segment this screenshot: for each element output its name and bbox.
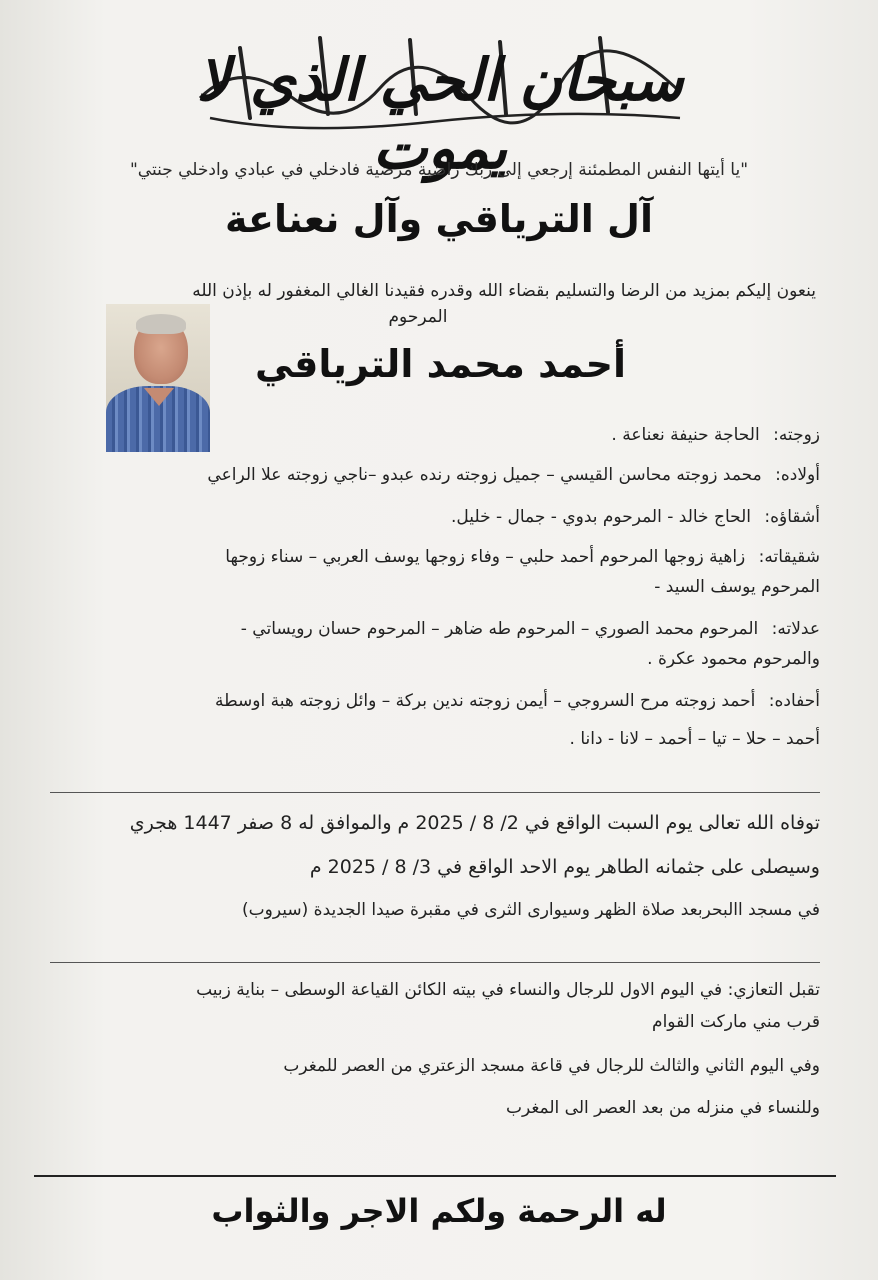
divider bbox=[50, 792, 820, 793]
grandchildren-text2: أحمد – حلا – تيا – أحمد – لانا - دانا . bbox=[569, 729, 820, 749]
relatives-brothers bbox=[50, 502, 820, 532]
relatives-sisters bbox=[50, 542, 820, 602]
condolences-line3: وفي اليوم الثاني والثالث للرجال في قاعة مسجد الزعتري من العصر للمغرب bbox=[283, 1056, 820, 1076]
sisters-label: شقيقاته: bbox=[758, 547, 820, 567]
brothers-label: أشقاؤه: bbox=[764, 507, 820, 527]
relatives-wife bbox=[50, 420, 820, 450]
closing-text: له الرحمة ولكم الاجر والثواب bbox=[211, 1192, 667, 1230]
grandchildren-text: أحمد زوجته مرح السروجي – أيمن زوجته ندين بركة – وائل زوجته هبة اوسطة bbox=[214, 691, 756, 711]
wife-label: زوجته: bbox=[773, 425, 820, 445]
families-title: آل الترياقي وآل نعناعة bbox=[224, 197, 654, 241]
relatives-in-laws bbox=[50, 614, 820, 674]
condolences-line1: تقبل التعازي: في اليوم الاول للرجال والنساء في بيته الكائن القياعة الوسطى – بناية زبيب bbox=[196, 980, 820, 1000]
sisters-text2: المرحوم يوسف السيد - bbox=[654, 577, 820, 597]
divider bbox=[50, 962, 820, 963]
prayer-info: وسيصلى على جثمانه الطاهر يوم الاحد الواقع في 3/ 8 / 2025 م bbox=[309, 856, 820, 878]
children-label: أولاده: bbox=[775, 465, 820, 485]
children-text: محمد زوجته محاسن القيسي – جميل زوجته رنده عبدو –ناجي زوجته علا الراعي bbox=[207, 465, 762, 485]
grandchildren-label: أحفاده: bbox=[768, 691, 820, 711]
in-laws-label: عدلاته: bbox=[771, 619, 820, 639]
condolences-line4: وللنساء في منزله من بعد العصر الى المغرب bbox=[505, 1098, 820, 1118]
burial-location: في مسجد االبحربعد صلاة الظهر وسيوارى الثرى في مقبرة صيدا الجديدة (سيروب) bbox=[242, 900, 820, 920]
relatives-children bbox=[50, 460, 820, 490]
quran-verse: "يا أيتها النفس المطمئنة إرجعي إلى ربك راضية مرضية فادخلي في عبادي وادخلي جنتي" bbox=[129, 160, 749, 180]
announcement-line2: المرحوم bbox=[388, 307, 448, 327]
relatives-grandchildren bbox=[50, 686, 820, 754]
closing-divider bbox=[34, 1175, 836, 1177]
in-laws-text2: والمرحوم محمود عكرة . bbox=[647, 649, 820, 669]
condolences-line2: قرب مني ماركت القوام bbox=[652, 1012, 820, 1032]
death-info: توفاه الله تعالى يوم السبت الواقع في 2/ 8 / 2025 م والموافق له 8 صفر 1447 هجري bbox=[129, 812, 820, 834]
in-laws-text: المرحوم محمد الصوري – المرحوم طه ضاهر – المرحوم حسان رويساتي - bbox=[240, 619, 759, 639]
calligraphy-text: سبحان الحي الذي لا يموت bbox=[196, 46, 684, 182]
deceased-name: أحمد محمد الترياقي bbox=[255, 342, 626, 386]
sisters-text: زاهية زوجها المرحوم أحمد حلبي – وفاء زوجها يوسف العربي – سناء زوجها bbox=[225, 547, 746, 567]
brothers-text: الحاج خالد - المرحوم بدوي - جمال - خليل. bbox=[451, 507, 751, 527]
announcement-line1: ينعون إليكم بمزيد من الرضا والتسليم بقضاء الله وقدره فقيدنا الغالي المغفور له بإذن الله bbox=[192, 281, 816, 301]
wife-text: الحاجة حنيفة نعناعة . bbox=[611, 425, 760, 445]
